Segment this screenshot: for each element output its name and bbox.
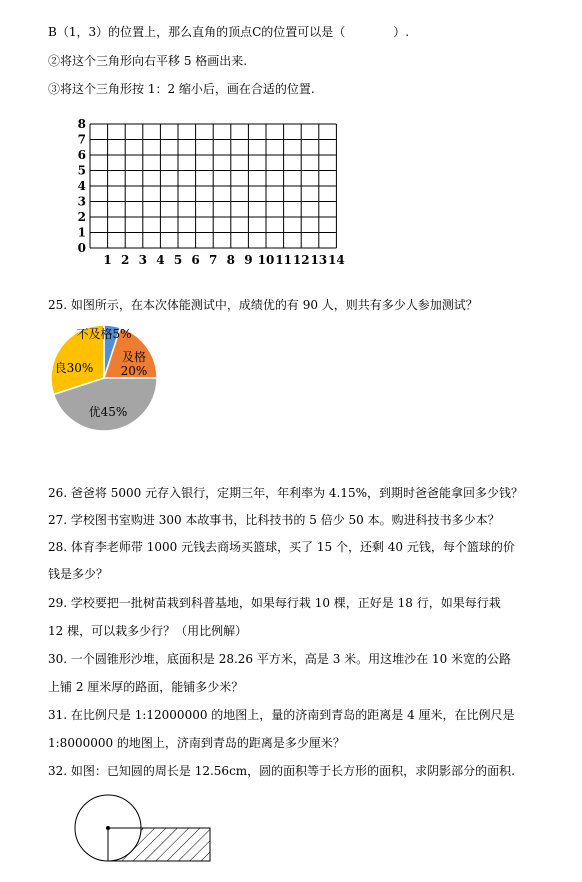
y-tick-label: 4 [77, 179, 86, 193]
text-line: ②将这个三角形向右平移 5 格画出来. [48, 54, 248, 68]
x-tick-label: 13 [310, 253, 328, 267]
question-31: 31. 在比例尺是 1:12000000 的地图上，量的济南到青岛的距离是 4 厘米，在比例尺是 [48, 708, 515, 722]
pie-label: 优45% [88, 405, 128, 419]
question-30-cont: 上铺 2 厘米厚的路面，能铺多少米？ [48, 680, 244, 694]
y-tick-label: 5 [77, 163, 86, 178]
question-25: 25. 如图所示，在本次体能测试中，成绩优的有 90 人，则共有多少人参加测试？ [48, 298, 478, 312]
y-tick-label: 3 [77, 194, 86, 209]
circle-rectangle-figure [68, 790, 218, 870]
x-tick-label: 12 [292, 253, 310, 267]
pie-label: 良30% [54, 361, 94, 375]
x-tick-label: 11 [275, 253, 292, 267]
x-tick-label: 1 [103, 253, 112, 267]
text-line: B（1，3）的位置上，那么直角的顶点C的位置可以是（ ）. [48, 25, 410, 39]
x-tick-label: 14 [328, 253, 345, 267]
question-31-cont: 1:8000000 的地图上，济南到青岛的距离是多少厘米？ [48, 736, 345, 750]
coordinate-grid [70, 116, 360, 274]
x-tick-label: 6 [191, 253, 200, 267]
question-29: 29. 学校要把一批树苗栽到科普基地，如果每行栽 10 棵，正好是 18 行，如果每行栽 [48, 596, 501, 610]
pie-chart [40, 318, 170, 438]
y-tick-label: 7 [77, 132, 86, 147]
x-tick-label: 10 [257, 253, 275, 267]
y-tick-label: 1 [77, 225, 86, 240]
x-tick-label: 2 [121, 253, 130, 267]
x-tick-label: 8 [226, 253, 235, 267]
pie-label: 20% [120, 364, 148, 378]
question-26: 26. 爸爸将 5000 元存入银行，定期三年，年利率为 4.15%，到期时爸爸能拿回多少钱？ [48, 486, 524, 500]
x-tick-label: 5 [173, 253, 183, 267]
y-tick-label: 8 [77, 117, 86, 131]
question-32: 32. 如图：已知圆的周长是 12.56cm，圆的面积等于长方形的面积，求阴影部分的面积. [48, 764, 515, 778]
y-tick-label: 0 [77, 241, 86, 255]
text-line: ③将这个三角形按 1：2 缩小后，画在合适的位置. [48, 82, 315, 96]
question-28: 28. 体育李老师带 1000 元钱去商场买篮球，买了 15 个，还剩 40 元钱，每个篮球的价 [48, 540, 515, 554]
question-30: 30. 一个圆锥形沙堆，底面积是 28.26 平方米，高是 3 米。用这堆沙在 10 米宽的公路 [48, 652, 512, 666]
y-tick-label: 2 [77, 210, 86, 224]
x-tick-label: 9 [244, 253, 253, 267]
question-28-cont: 钱是多少？ [48, 567, 109, 581]
y-tick-label: 6 [77, 148, 86, 162]
x-tick-label: 3 [138, 253, 147, 267]
question-29-cont: 12 棵，可以栽多少行？（用比例解） [48, 624, 248, 638]
pie-label: 及格 [121, 350, 147, 364]
x-tick-label: 4 [156, 253, 165, 267]
x-tick-label: 7 [209, 253, 218, 267]
question-27: 27. 学校图书室购进 300 本故事书，比科技书的 5 倍少 50 本。购进科技书多少本？ [48, 513, 500, 527]
pie-label: 不及格5% [76, 327, 132, 341]
